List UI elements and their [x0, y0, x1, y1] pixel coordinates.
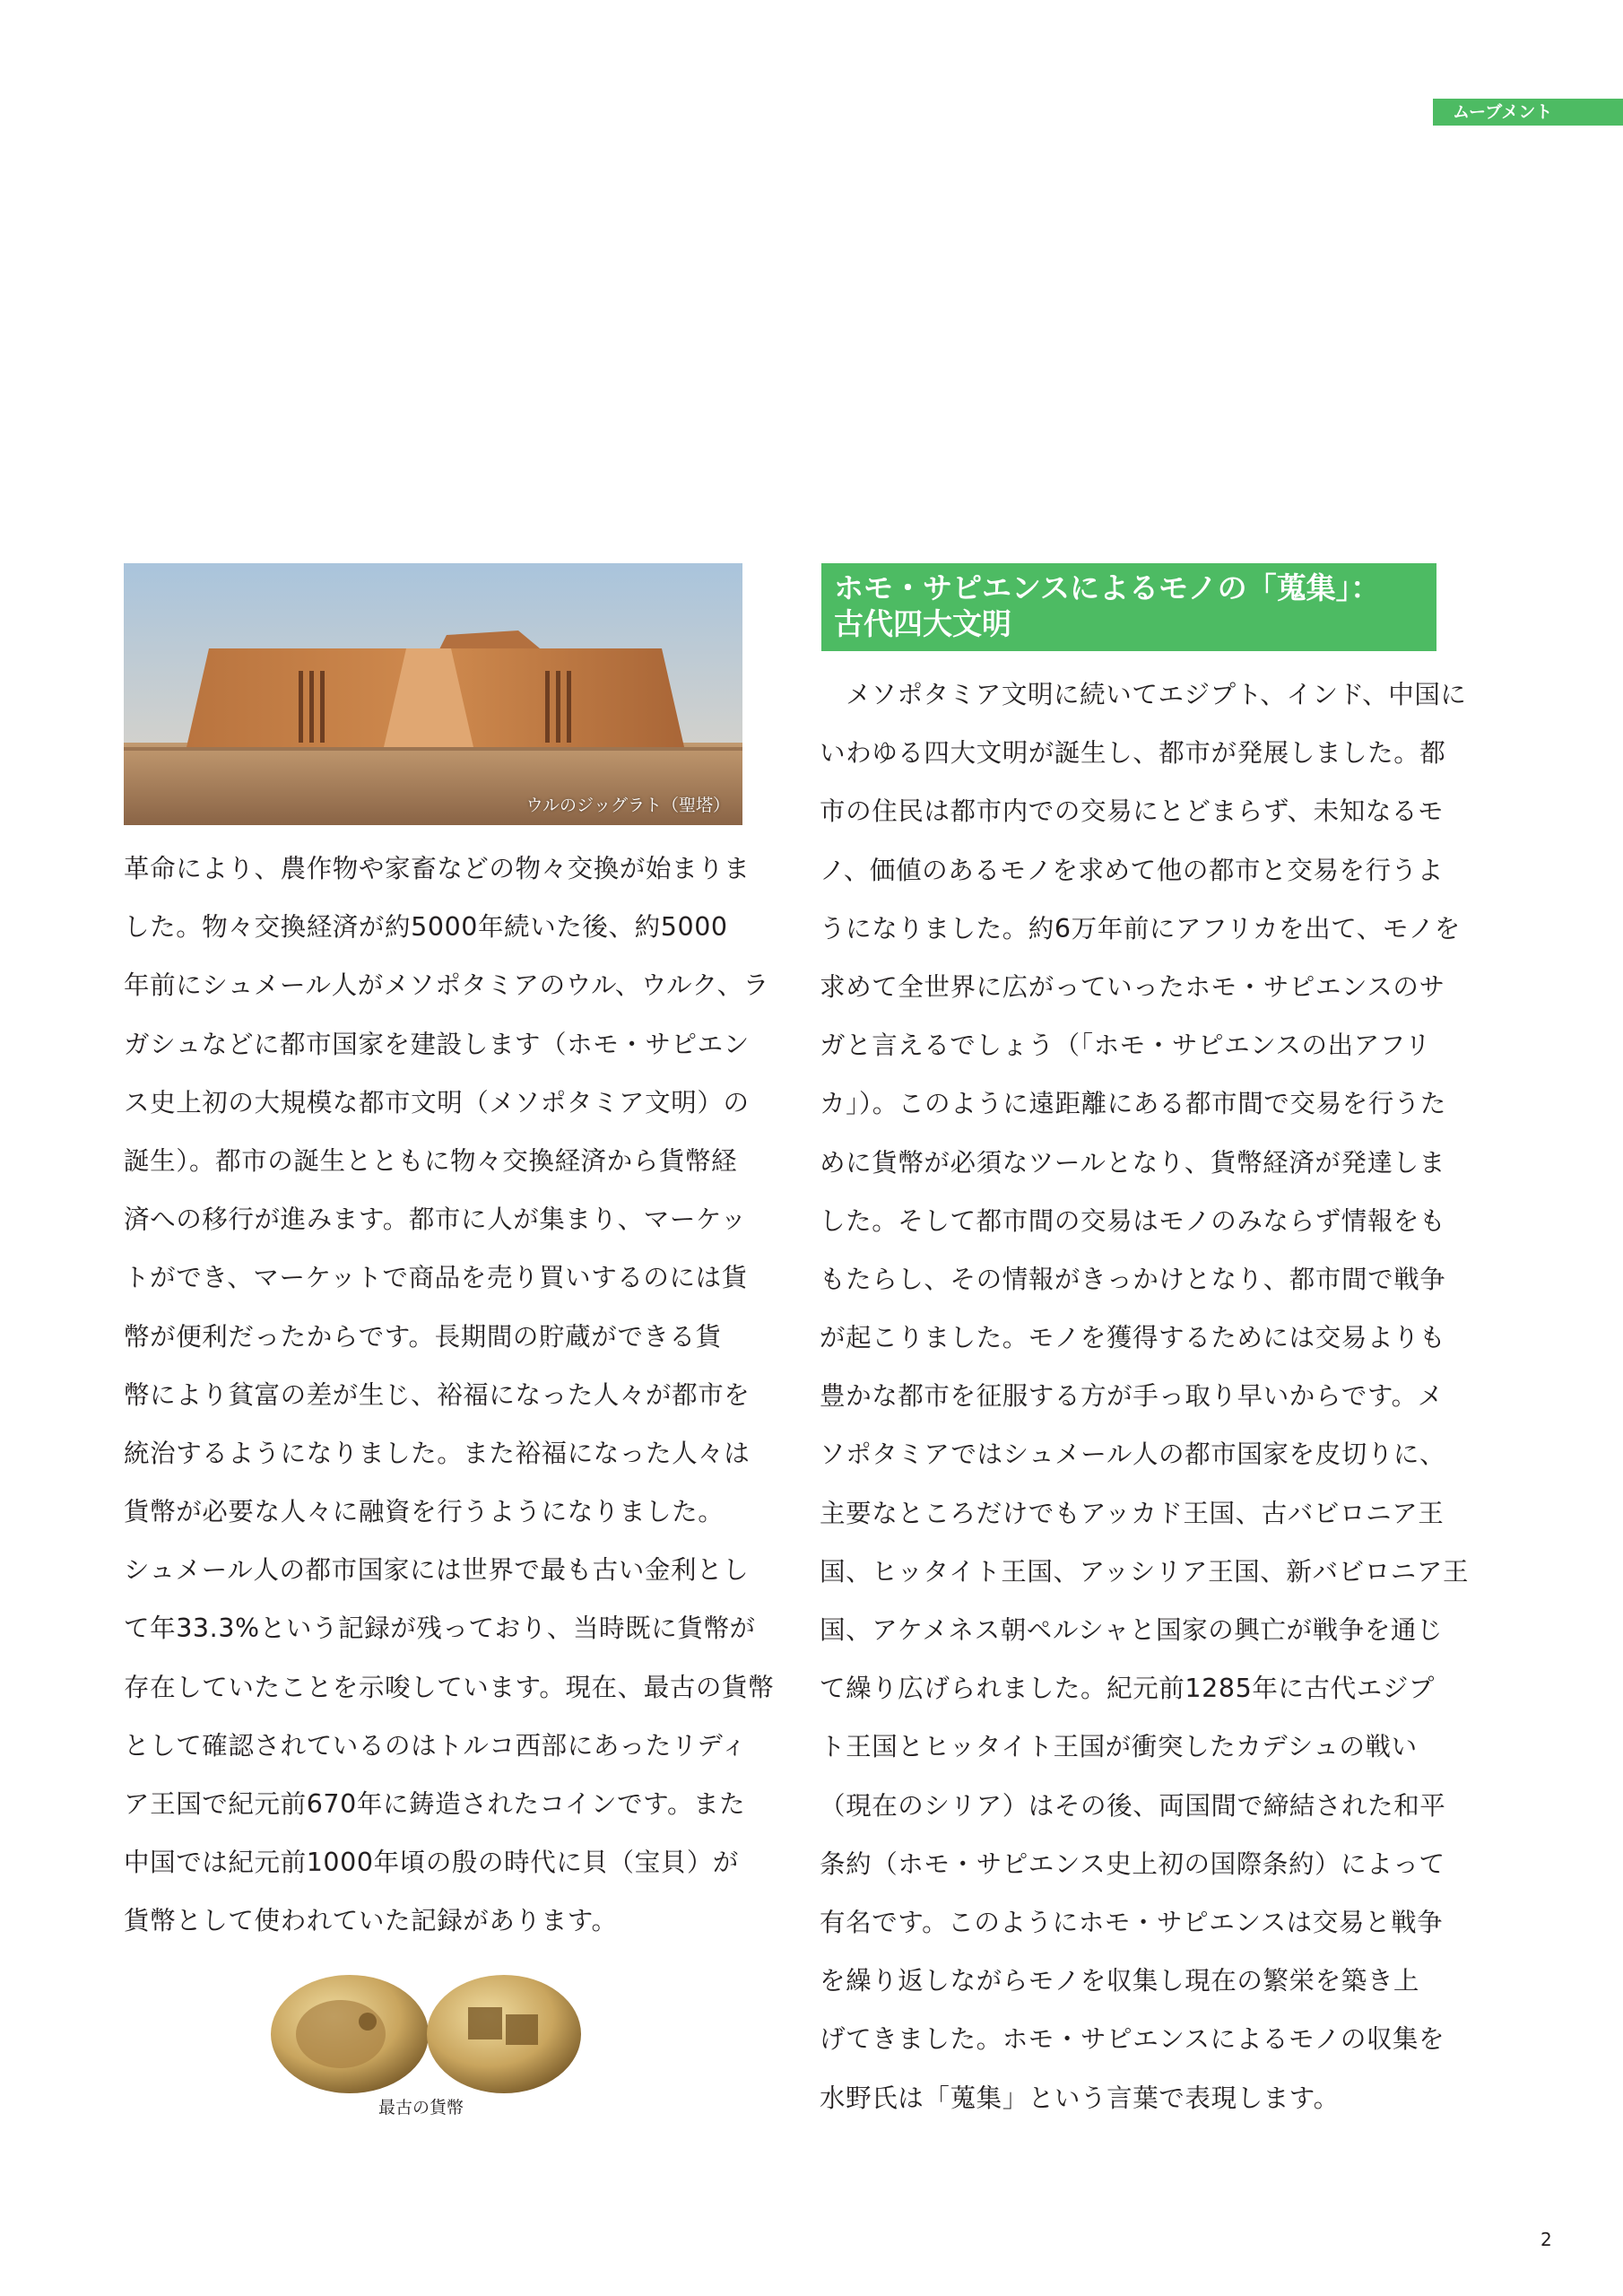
text-line: 有名です。このようにホモ・サピエンスは交易と戦争 — [820, 1907, 1444, 1937]
text-line: ス史上初の大規模な都市文明（メソポタミア文明）の — [124, 1087, 750, 1118]
text-line: 幣が便利だったからです。長期間の貯蔵ができる貨 — [124, 1321, 722, 1352]
page-number: 2 — [1541, 2229, 1552, 2250]
ziggurat-illustration — [124, 563, 742, 825]
text-line: 済への移行が進みます。都市に人が集まり、マーケッ — [124, 1205, 747, 1235]
text-line: 国、ヒッタイト王国、アッシリア王国、新バビロニア王 — [820, 1556, 1470, 1587]
text-line: 条約（ホモ・サピエンス史上初の国際条約）によって — [820, 1848, 1445, 1879]
text-line: げてきました。ホモ・サピエンスによるモノの収集を — [820, 2024, 1445, 2055]
text-line: もたらし、その情報がきっかけとなり、都市間で戦争 — [820, 1264, 1446, 1294]
text-line: （現在のシリア）はその後、両国間で締結された和平 — [820, 1790, 1446, 1821]
text-line: うになりました。約6万年前にアフリカを出て、モノを — [820, 913, 1461, 944]
heading-line: ホモ・サピエンスによるモノの「蒐集」： — [834, 570, 1381, 605]
coins-illustration — [269, 1970, 583, 2095]
text-line: シュメール人の都市国家には世界で最も古い金利とし — [124, 1555, 750, 1586]
text-line: ガと言えるでしょう（「ホモ・サピエンスの出アフリ — [820, 1031, 1431, 1061]
text-line: ト王国とヒッタイト王国が衝突したカデシュの戦い — [820, 1732, 1418, 1762]
right-column-text — [820, 665, 1470, 2127]
ancient-coins-image — [269, 1970, 583, 2095]
left-column-text — [124, 839, 775, 1951]
text-line: を繰り返しながらモノを収集し現在の繁栄を築き上 — [820, 1966, 1420, 1996]
text-line: ソポタミアではシュメール人の都市国家を皮切りに、 — [820, 1439, 1446, 1470]
text-line: した。物々交換経済が約5000年続いた後、約5000 — [124, 912, 728, 943]
text-line: 市の住民は都市内での交易にとどまらず、未知なるモ — [820, 796, 1445, 827]
text-line: 統治するようになりました。また裕福になった人々は — [124, 1438, 751, 1468]
text-line: トができ、マーケットで商品を売り買いするのには貨 — [124, 1263, 748, 1293]
text-line: いわゆる四大文明が誕生し、都市が発展しました。都 — [820, 738, 1446, 769]
text-line: ノ、価値のあるモノを求めて他の都市と交易を行うよ — [820, 855, 1444, 885]
section-heading — [821, 563, 1436, 651]
photo-caption: ウルのジッグラト（聖塔） — [525, 796, 730, 815]
text-line: 存在していたことを示唆しています。現在、最古の貨幣 — [124, 1672, 775, 1702]
text-line: 主要なところだけでもアッカド王国、古バビロニア王 — [820, 1498, 1445, 1528]
text-line: カ」）。このように遠距離にある都市間で交易を行うた — [820, 1089, 1447, 1119]
text-line: 貨幣が必要な人々に融資を行うようになりました。 — [124, 1497, 725, 1527]
text-line: 求めて全世界に広がっていったホモ・サピエンスのサ — [820, 971, 1445, 1002]
text-line: て繰り広げられました。紀元前1285年に古代エジプ — [820, 1674, 1436, 1704]
heading-line: 古代四大文明 — [834, 606, 1011, 641]
text-line: 貨幣として使われていた記録があります。 — [124, 1906, 618, 1936]
text-line: が起こりました。モノを獲得するためには交易よりも — [820, 1323, 1446, 1353]
text-line: として確認されているのはトルコ西部にあったリディ — [124, 1730, 748, 1761]
text-line: ア王国で紀元前670年に鋳造されたコインです。また — [124, 1789, 746, 1819]
text-line: 革命により、農作物や家畜などの物々交換が始まりま — [124, 854, 751, 883]
ziggurat-photo — [124, 563, 742, 825]
text-line: 幣により貧富の差が生じ、裕福になった人々が都市を — [124, 1379, 751, 1410]
text-line: メソポタミア文明に続いてエジプト、インド、中国に — [820, 680, 1467, 709]
text-line: 中国では紀元前1000年頃の殷の時代に貝（宝貝）が — [124, 1848, 740, 1878]
text-line: 年前にシュメール人がメソポタミアのウル、ウルク、ラ — [124, 970, 769, 1001]
text-line: 国、アケメネス朝ペルシャと国家の興亡が戦争を通じ — [820, 1615, 1444, 1645]
text-line: 水野氏は「蒐集」という言葉で表現します。 — [820, 2083, 1340, 2113]
text-line: ガシュなどに都市国家を建設します（ホモ・サピエン — [124, 1029, 750, 1059]
coins-caption: 最古の貨幣 — [378, 2098, 464, 2118]
text-line: 誕生）。都市の誕生とともに物々交換経済から貨幣経 — [124, 1145, 738, 1176]
text-line: て年33.3%という記録が残っており、当時既に貨幣が — [124, 1613, 756, 1644]
text-line: めに貨幣が必須なツールとなり、貨幣経済が発達しま — [820, 1147, 1445, 1178]
text-line: 豊かな都市を征服する方が手っ取り早いからです。メ — [820, 1381, 1444, 1412]
section-tag: ムーブメント — [1433, 99, 1623, 126]
text-line: した。そして都市間の交易はモノのみならず情報をも — [820, 1205, 1446, 1236]
